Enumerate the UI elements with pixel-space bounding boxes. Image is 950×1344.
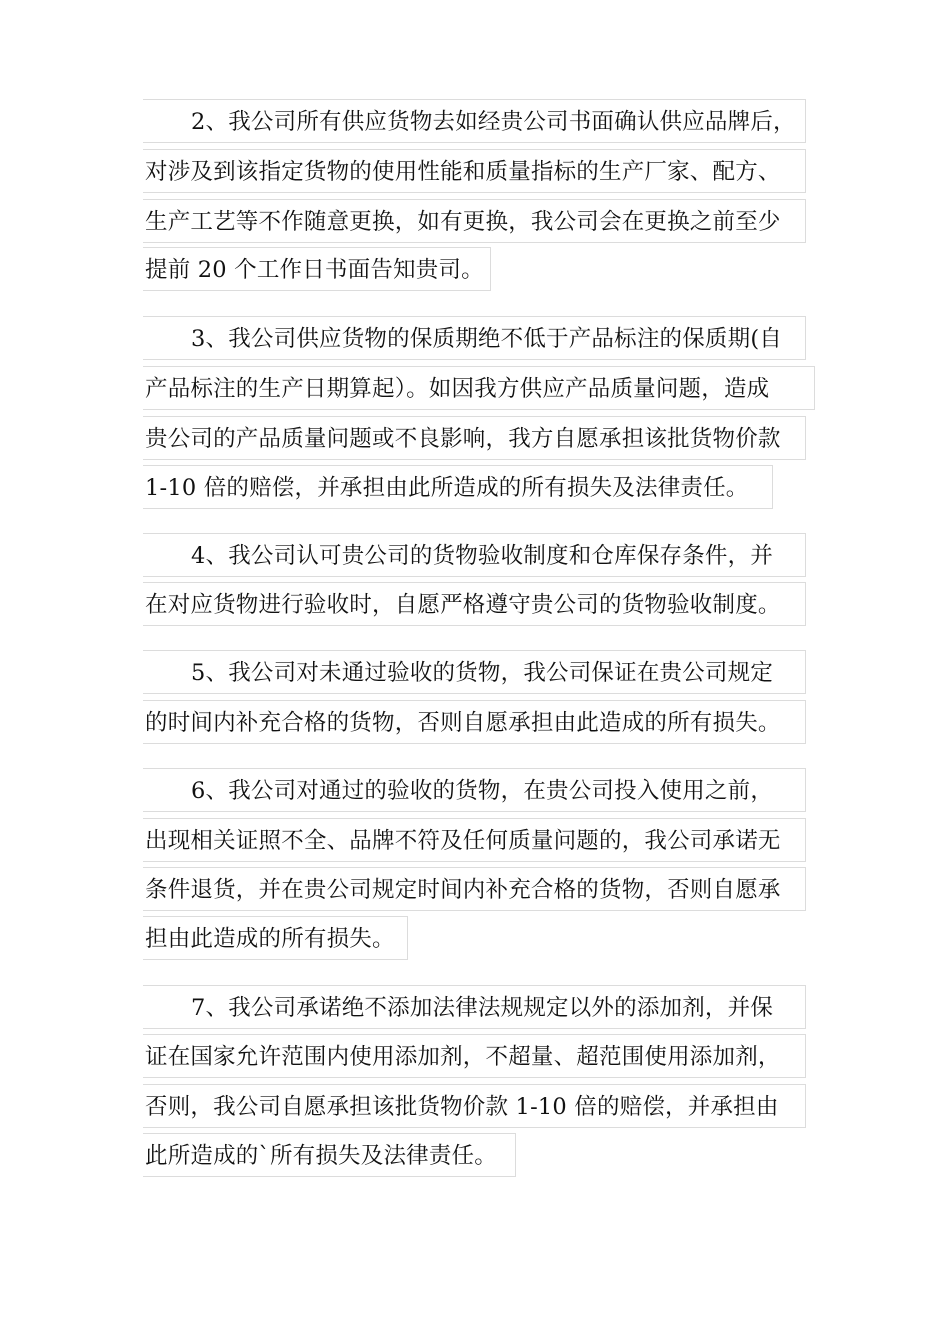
paragraph-line: 条件退货，并在贵公司规定时间内补充合格的货物，否则自愿承 bbox=[143, 867, 806, 911]
paragraph-line: 担由此造成的所有损失。 bbox=[143, 916, 408, 960]
paragraph-line: 3、我公司供应货物的保质期绝不低于产品标注的保质期(自 bbox=[143, 316, 806, 360]
paragraph-line: 产品标注的生产日期算起）。如因我方供应产品质量问题，造成 bbox=[143, 366, 815, 410]
paragraph-line: 的时间内补充合格的货物，否则自愿承担由此造成的所有损失。 bbox=[143, 700, 806, 744]
paragraph-line: 5、我公司对未通过验收的货物，我公司保证在贵公司规定 bbox=[143, 650, 806, 694]
paragraph-line: 4、我公司认可贵公司的货物验收制度和仓库保存条件，并 bbox=[143, 533, 806, 577]
paragraph-line: 6、我公司对通过的验收的货物，在贵公司投入使用之前， bbox=[143, 768, 806, 812]
paragraph-line: 否则，我公司自愿承担该批货物价款 1-10 倍的赔偿，并承担由 bbox=[143, 1084, 806, 1128]
paragraph-line: 提前 20 个工作日书面告知贵司。 bbox=[143, 247, 491, 291]
paragraph-line: 证在国家允许范围内使用添加剂，不超量、超范围使用添加剂， bbox=[143, 1034, 806, 1078]
paragraph-line: 1-10 倍的赔偿，并承担由此所造成的所有损失及法律责任。 bbox=[143, 465, 773, 509]
paragraph-line: 在对应货物进行验收时，自愿严格遵守贵公司的货物验收制度。 bbox=[143, 582, 806, 626]
paragraph-line: 此所造成的`所有损失及法律责任。 bbox=[143, 1133, 516, 1177]
paragraph-line: 贵公司的产品质量问题或不良影响，我方自愿承担该批货物价款 bbox=[143, 416, 806, 460]
paragraph-line: 2、我公司所有供应货物去如经贵公司书面确认供应品牌后， bbox=[143, 99, 806, 143]
paragraph-line: 生产工艺等不作随意更换，如有更换，我公司会在更换之前至少 bbox=[143, 199, 806, 243]
paragraph-line: 7、我公司承诺绝不添加法律法规规定以外的添加剂，并保 bbox=[143, 985, 806, 1029]
paragraph-line: 出现相关证照不全、品牌不符及任何质量问题的，我公司承诺无 bbox=[143, 818, 806, 862]
paragraph-line: 对涉及到该指定货物的使用性能和质量指标的生产厂家、配方、 bbox=[143, 149, 806, 193]
